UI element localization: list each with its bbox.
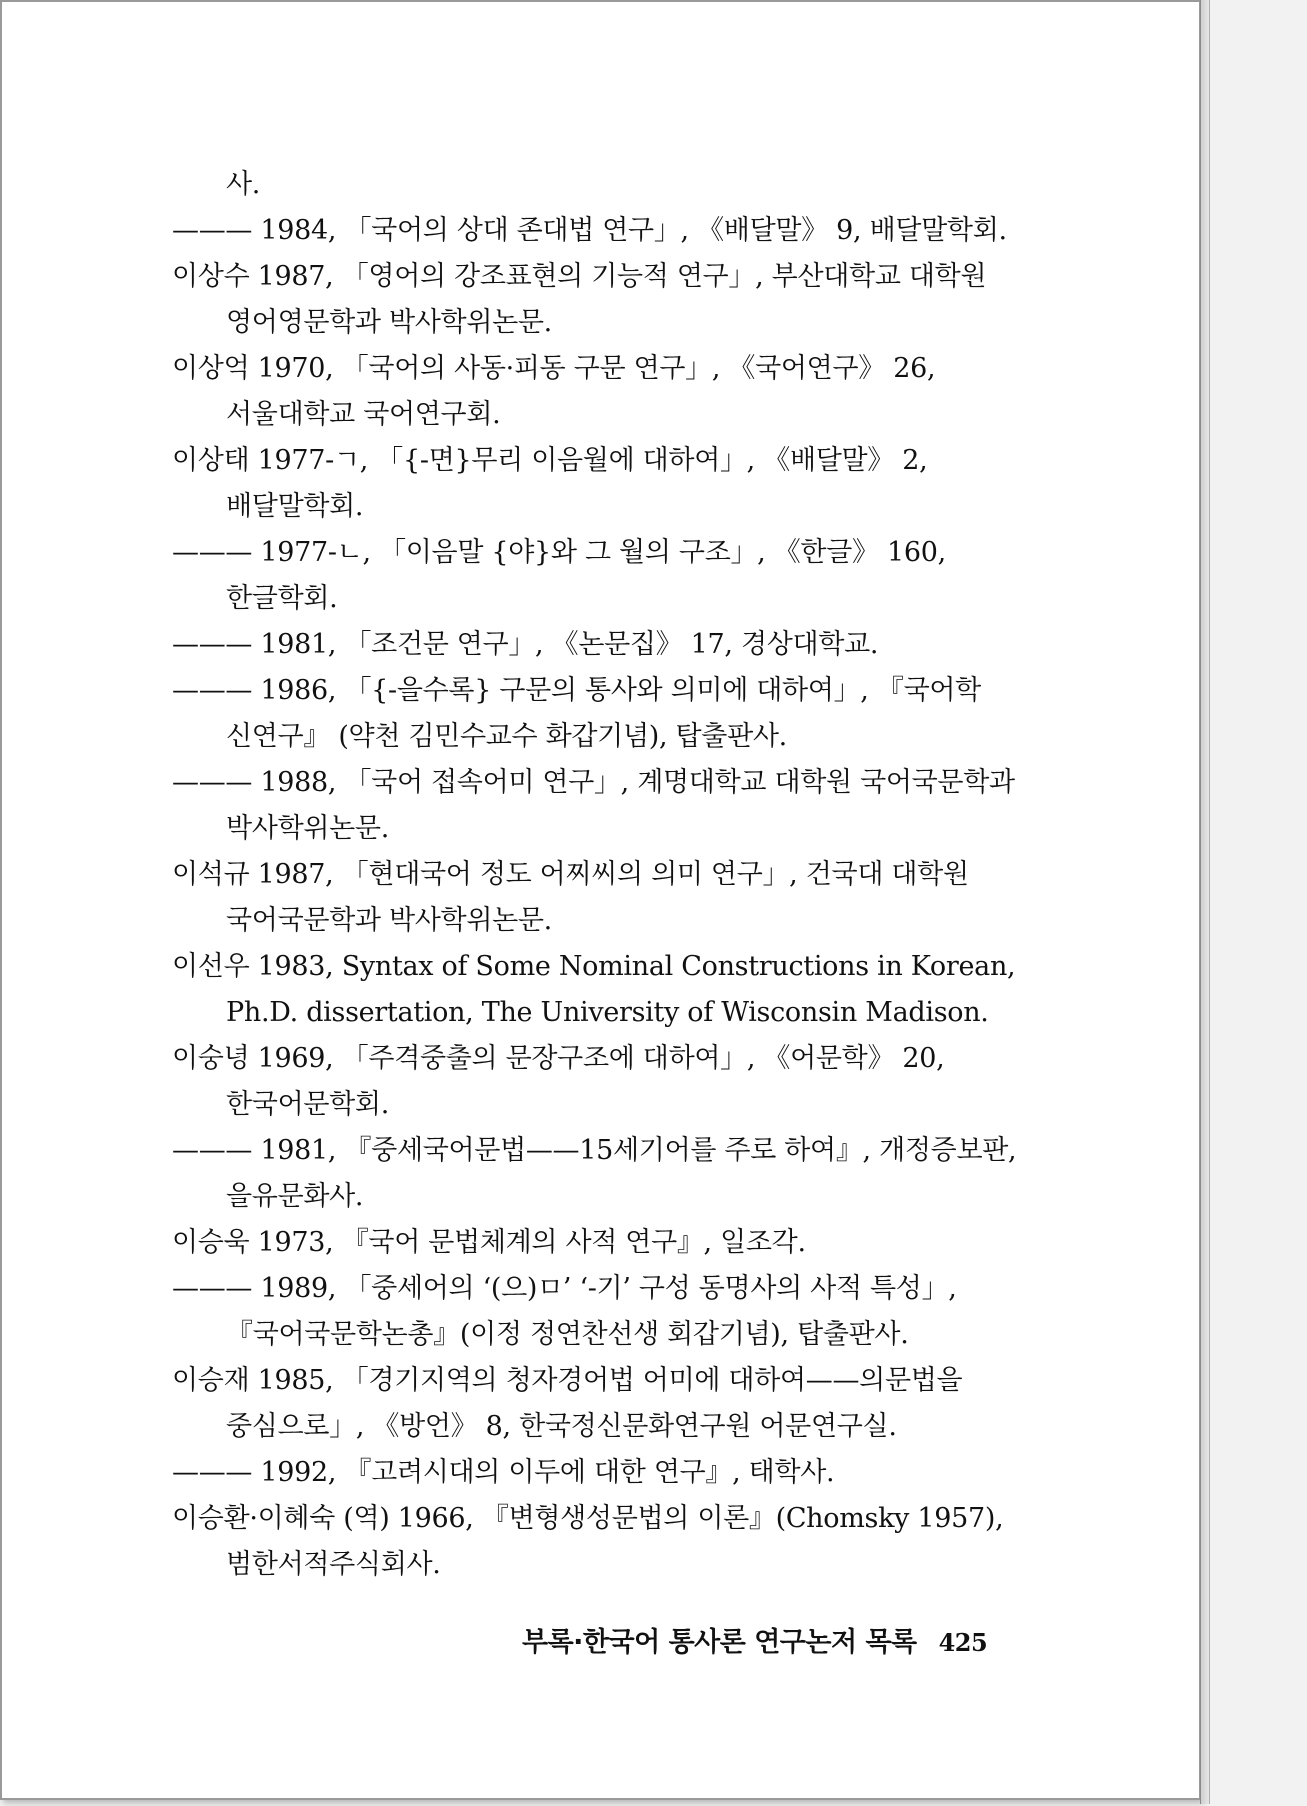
bibliography-entry: ——— 1989, 「중세어의 ‘(으)ㅁ’ ‘-기’ 구성 동명사의 사적 특성」, 『국어국문학논총』(이정 정연찬선생 회갑기념), 탑출판사.	[172, 1273, 957, 1350]
bibliography-entry: 이석규 1987, 「현대국어 정도 어찌씨의 의미 연구」, 건국대 대학원 국어국문학과 박사학위논문.	[172, 859, 969, 936]
bibliography-entry: 사.	[226, 169, 261, 200]
bibliography-entry: ——— 1981, 「조건문 연구」, 《논문집》 17, 경상대학교.	[172, 629, 879, 660]
bibliography-entry: 이선우 1983, Syntax of Some Nominal Constructions in Korean, Ph.D. dissertation, The University of Wisconsin Madison.	[172, 951, 1016, 1028]
bibliography-entry: 이상태 1977-ㄱ, 「{-면}무리 이음월에 대하여」, 《배달말》 2, 배달말학회.	[172, 445, 928, 522]
bibliography-entry: ——— 1992, 『고려시대의 이두에 대한 연구』, 태학사.	[172, 1457, 835, 1488]
bibliography-entry: 이상수 1987, 「영어의 강조표현의 기능적 연구」, 부산대학교 대학원 영어영문학과 박사학위논문.	[172, 261, 987, 338]
bibliography-entry: 이상억 1970, 「국어의 사동·피동 구문 연구」, 《국어연구》 26, 서울대학교 국어연구회.	[172, 353, 936, 430]
bibliography-entry: ——— 1981, 『중세국어문법——15세기어를 주로 하여』, 개정증보판, 을유문화사.	[172, 1135, 1017, 1212]
footer-title: 부록·한국어 통사론 연구논저 목록	[522, 1627, 917, 1658]
bibliography-entry: ——— 1988, 「국어 접속어미 연구」, 계명대학교 대학원 국어국문학과 박사학위논문.	[172, 767, 1015, 844]
running-footer	[522, 1620, 1022, 1659]
page-edge	[1200, 0, 1210, 1804]
bibliography-list	[172, 162, 1052, 1588]
bibliography-entry: 이숭녕 1969, 「주격중출의 문장구조에 대하여」, 《어문학》 20, 한국어문학회.	[172, 1043, 945, 1120]
bibliography-entry: 이승재 1985, 「경기지역의 청자경어법 어미에 대하여——의문법을 중심으로」, 《방언》 8, 한국정신문화연구원 어문연구실.	[172, 1365, 963, 1442]
bibliography-entry: ——— 1986, 「{-을수록} 구문의 통사와 의미에 대하여」, 『국어학 신연구』 (약천 김민수교수 화갑기념), 탑출판사.	[172, 675, 981, 752]
page-number: 425	[938, 1628, 988, 1657]
bibliography-entry: 이승욱 1973, 『국어 문법체계의 사적 연구』, 일조각.	[172, 1227, 806, 1258]
bibliography-entry: ——— 1984, 「국어의 상대 존대법 연구」, 《배달말》 9, 배달말학회.	[172, 215, 1007, 246]
bibliography-entry: 이승환·이혜숙 (역) 1966, 『변형생성문법의 이론』(Chomsky 1957), 범한서적주식회사.	[172, 1503, 1004, 1580]
bibliography-entry: ——— 1977-ㄴ, 「이음말 {야}와 그 월의 구조」, 《한글》 160, 한글학회.	[172, 537, 946, 614]
